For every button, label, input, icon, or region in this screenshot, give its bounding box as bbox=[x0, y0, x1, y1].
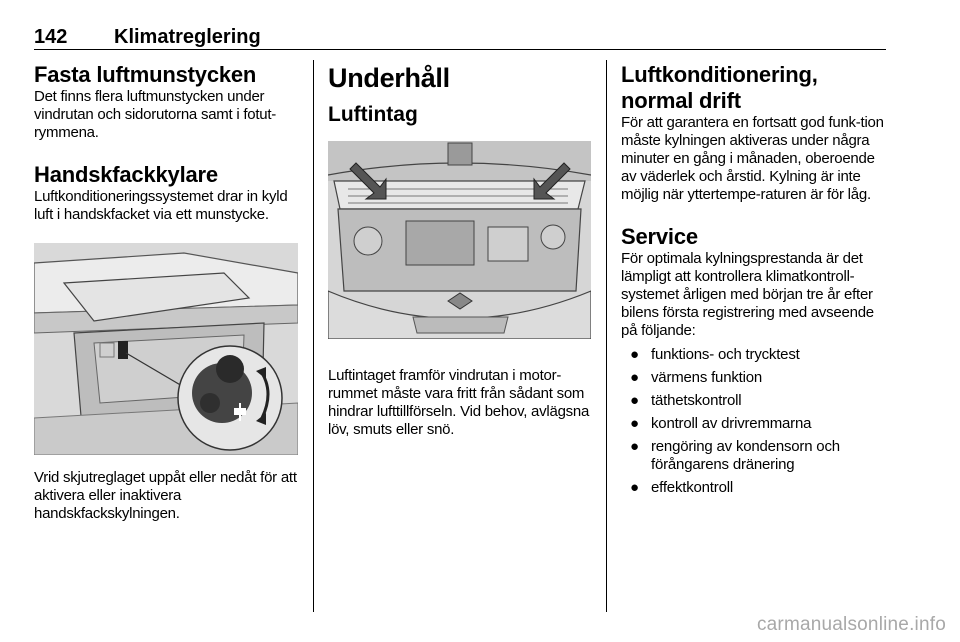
column-left bbox=[34, 62, 300, 523]
glovebox-caption: Vrid skjutreglaget uppåt eller nedåt för att aktivera eller inaktivera handskfackskylningen. bbox=[34, 469, 297, 522]
paragraph-fixed-vents: Det finns flera luftmunstycken under vindrutan och sidorutorna samt i fotut-rymmena. bbox=[34, 88, 277, 141]
air-intake-illustration bbox=[328, 141, 591, 339]
section-heading-glovebox-cooler: Handskfackkylare bbox=[34, 162, 218, 187]
watermark: carmanualsonline.info bbox=[756, 614, 946, 635]
column-divider-1 bbox=[313, 60, 314, 612]
list-item: ● täthetskontroll bbox=[630, 392, 742, 409]
page-header bbox=[34, 26, 886, 50]
service-checklist bbox=[621, 346, 887, 497]
column-right bbox=[621, 62, 887, 502]
paragraph-ac-normal-operation: För att garantera en fortsatt god funk-tion måste kylningen aktiveras under några minuter en gång i månaden, oberoende av väderlek och årstid. Kylning är inte möjlig när yttertempe-raturen är för låg. bbox=[621, 114, 884, 203]
header-rule bbox=[34, 49, 886, 50]
list-item: ● värmens funktion bbox=[630, 369, 763, 386]
section-heading-service: Service bbox=[621, 224, 698, 249]
section-heading-ac-normal-operation: Luftkonditionering, normal drift bbox=[621, 62, 818, 113]
page-number: 142 bbox=[34, 26, 68, 48]
paragraph-service: För optimala kylningsprestanda är det lämpligt att kontrollera klimatkontroll-systemet årligen med början tre år efter bilens första registrering med avseende på följande: bbox=[621, 250, 874, 339]
section-title-maintenance: Underhåll bbox=[328, 63, 450, 93]
list-item: ● kontroll av drivremmarna bbox=[630, 415, 812, 432]
column-divider-2 bbox=[606, 60, 607, 612]
section-heading-fixed-vents: Fasta luftmunstycken bbox=[34, 62, 257, 87]
subsection-heading-air-intake: Luftintag bbox=[328, 103, 418, 126]
paragraph-glovebox-cooler: Luftkonditioneringssystemet drar in kyld luft i handskfacket via ett munstycke. bbox=[34, 188, 288, 223]
list-item: ● funktions- och trycktest bbox=[630, 346, 800, 363]
glovebox-illustration bbox=[34, 243, 298, 455]
chapter-title: Klimatreglering bbox=[114, 26, 261, 48]
column-middle bbox=[328, 62, 590, 439]
list-item: ● effektkontroll bbox=[630, 479, 733, 496]
air-intake-caption: Luftintaget framför vindrutan i motor-rummet måste vara fritt från sådant som hindrar lufttillförseln. Vid behov, avlägsna löv, smuts eller snö. bbox=[328, 367, 590, 438]
list-item: ● rengöring av kondensorn och förångarens dränering bbox=[630, 438, 840, 473]
